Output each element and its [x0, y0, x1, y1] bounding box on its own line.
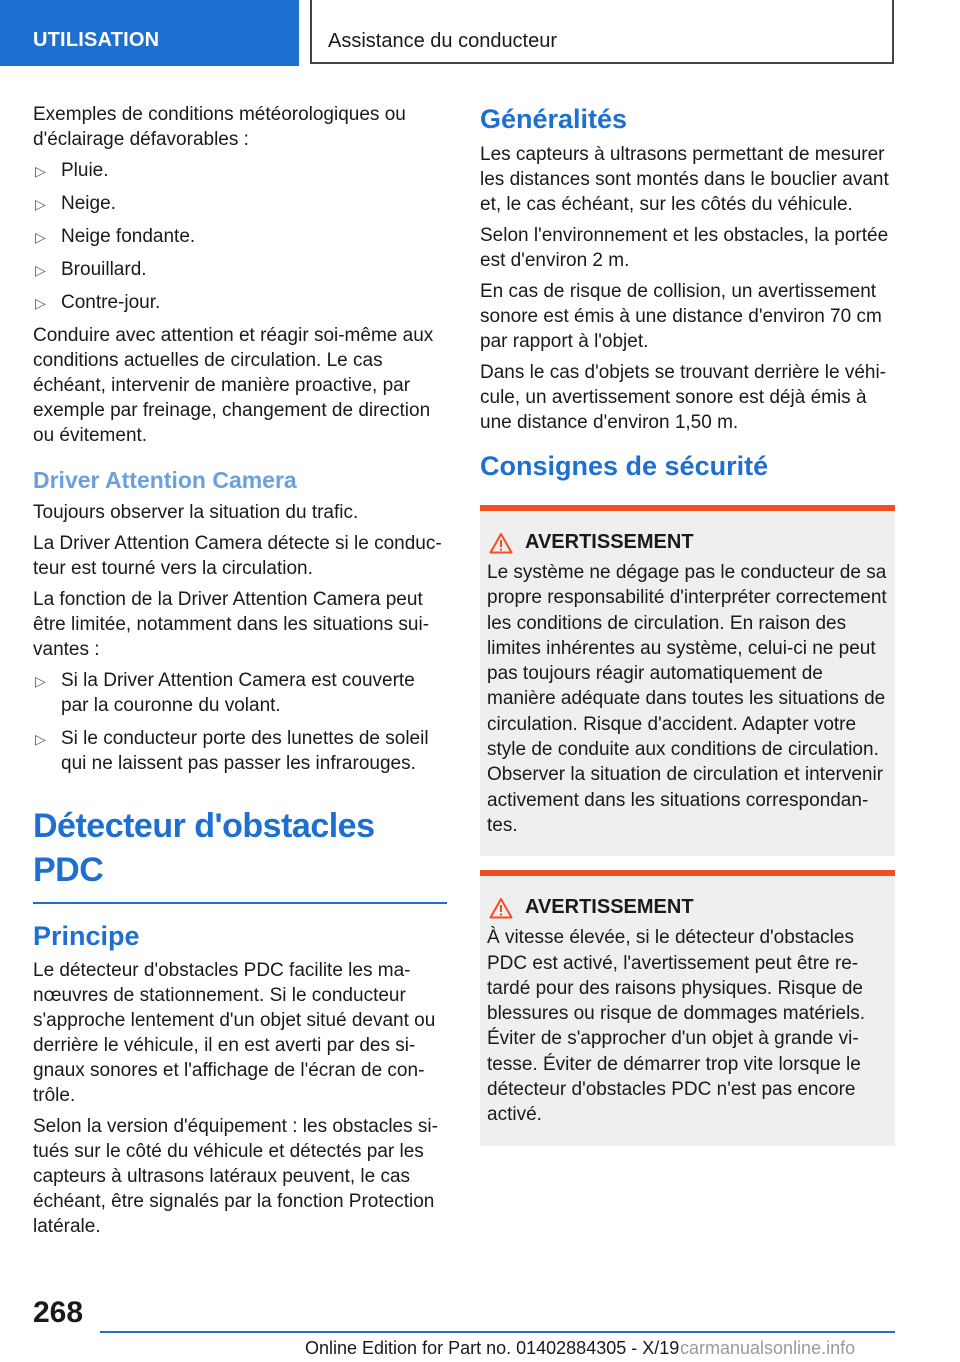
dac-heading: Driver Attention Camera: [33, 467, 297, 493]
edition-text: Online Edition for Part no. 01402884305 - X/19: [305, 1338, 680, 1358]
warning-triangle-icon: [489, 532, 513, 554]
warning-title: AVERTISSEMENT: [525, 531, 694, 553]
safety-heading: Consignes de sécurité: [480, 451, 769, 481]
dac-paragraph-1: Toujours observer la situation du trafic.: [33, 502, 359, 523]
watermark-text: carmanualsonline.info: [680, 1338, 856, 1358]
general-paragraph-4: Dans le cas d'objets se trouvant derrière le véhicule, un avertissement sonore est déjà émis à une distance d'environ 1,50 m.: [480, 362, 886, 433]
warning-text: À vitesse élevée, si le détecteur d'obstacles PDC est activé, l'avertissement peut être retardé pour des raisons physiques. Risque de blessures ou risque de dommages matériels. Éviter de s'approcher d'un objet à grande vitesse. Éviter de démarrer trop vite lorsque le détecteur d'obstacles PDC n'est pas encore activé.: [487, 927, 866, 1126]
triangle-bullet-icon: ▷: [35, 673, 46, 689]
triangle-bullet-icon: ▷: [35, 163, 46, 179]
general-paragraph-1: Les capteurs à ultrasons permettant de mesurer les distances sont montés dans le bouclier avant et, le cas échéant, sur les côtés du véhicule.: [480, 144, 889, 215]
conditions-list: [33, 158, 447, 315]
chapter-tab: [310, 0, 894, 64]
warning-box-1: [480, 505, 895, 856]
page-number: 268: [33, 1296, 84, 1329]
warning-title: AVERTISSEMENT: [525, 896, 694, 919]
principe-paragraph-1: Le détecteur d'obstacles PDC facilite les manœuvres de stationnement. Si le conducteur s'approche lentement d'un objet situé devant ou derrière le véhicule, il en est averti par des signaux sonores et l'affichage de l'écran de contrôle.: [33, 960, 436, 1106]
list-item: ▷ Si le conducteur porte des lunettes de soleil qui ne laissent pas passer les infrarouges.: [35, 728, 429, 774]
left-column: [33, 102, 447, 1245]
list-item: ▷ Pluie.: [33, 158, 447, 183]
principe-paragraph-2: Selon la version d'équipement : les obstacles situés sur le côté du véhicule et détectés par les capteurs à ultrasons latéraux peuvent, le cas échéant, être signalés par la fonction Protection latérale.: [33, 1116, 438, 1237]
list-item: ▷ Neige.: [33, 191, 447, 216]
list-item: ▷ Si la Driver Attention Camera est couverte par la couronne du volant.: [35, 670, 415, 716]
section-tab: [0, 0, 299, 66]
conditions-intro: Exemples de conditions météorologiques ou d'éclairage défavorables :: [33, 104, 406, 150]
triangle-bullet-icon: ▷: [35, 229, 46, 245]
dac-paragraph-3: La fonction de la Driver Attention Camera peut être limitée, notamment dans les situations suivantes :: [33, 589, 430, 660]
dac-paragraph-2: La Driver Attention Camera détecte si le conducteur est tourné vers la circulation.: [33, 533, 442, 579]
triangle-bullet-icon: ▷: [35, 196, 46, 212]
dac-list: [33, 668, 447, 776]
general-paragraph-3: En cas de risque de collision, un avertissement sonore est émis à une distance d'environ 70 cm par rapport à l'objet.: [480, 281, 882, 352]
triangle-bullet-icon: ▷: [35, 731, 46, 747]
warning-triangle-icon: [489, 897, 513, 919]
general-paragraph-2: Selon l'environnement et les obstacles, la portée est d'environ 2 m.: [480, 225, 889, 271]
principe-heading: Principe: [33, 921, 140, 951]
footer-rule: [100, 1331, 895, 1333]
general-heading: Généralités: [480, 104, 628, 134]
warning-text: Le système ne dégage pas le conducteur de sa propre responsabilité d'interpréter correctement les conditions de circulation. En raison des limites inhérentes au système, celui-ci ne peut pas toujours réagir automatiquement de manière adéquate dans toutes les situations de circulation. Risque d'accident. Adapter votre style de conduite aux conditions de circulation. Observer la situation de circulation et intervenir activement dans les situations correspondantes.: [487, 562, 887, 836]
list-item: ▷ Neige fondante.: [33, 224, 447, 249]
warning-box-2: [480, 870, 895, 1145]
triangle-bullet-icon: ▷: [35, 262, 46, 278]
triangle-bullet-icon: ▷: [35, 295, 46, 311]
pdc-chapter-heading: Détecteur d'obstacles PDC: [33, 804, 447, 904]
list-item: ▷ Brouillard.: [33, 257, 447, 282]
right-column: [480, 102, 895, 1160]
section-title: UTILISATION: [33, 29, 160, 51]
drive-paragraph: Conduire avec attention et réagir soi-même aux conditions actuelles de circulation. Le cas échéant, intervenir de manière proactive, par exemple par freinage, changement de direction ou évitement.: [33, 325, 434, 446]
list-item: ▷ Contre-jour.: [33, 290, 447, 315]
chapter-title: Assistance du conducteur: [328, 30, 558, 52]
